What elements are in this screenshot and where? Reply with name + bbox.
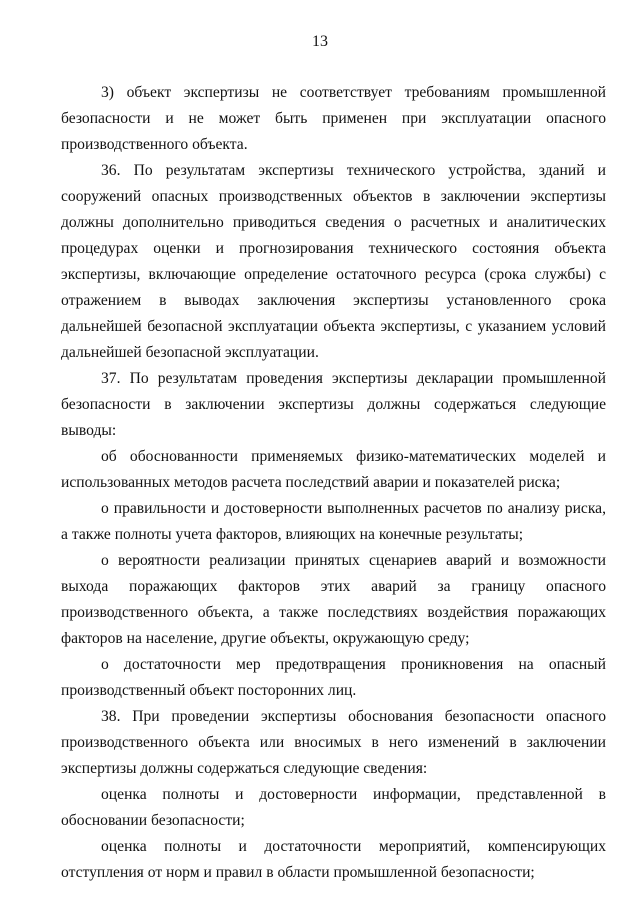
paragraph-clause-37: 37. По результатам проведения экспертизы декларации промышленной безопасности в заключении экспертизы должны содержаться следующие выводы: [61,370,606,439]
paragraph-conclusion-scenarios: о вероятности реализации принятых сценариев аварий и возможности выхода поражающих факторов этих аварий за границу опасного производственного объекта, а также последствиях воздействия поражающих факторов на население, другие объекты, окружающую среду; [61,552,606,647]
paragraph-conclusion-calculations: о правильности и достоверности выполненных расчетов по анализу риска, а также полноты учета факторов, влияющих на конечные результаты; [61,500,606,543]
page-number: 13 [312,33,328,50]
paragraph-conclusion-access: о достаточности мер предотвращения проникновения на опасный производственный объект посторонних лиц. [61,656,606,699]
paragraph-assessment-information: оценка полноты и достоверности информации, представленной в обосновании безопасности; [61,786,606,829]
paragraph-assessment-measures: оценка полноты и достаточности мероприятий, компенсирующих отступления от норм и правил в области промышленной безопасности; [61,838,606,881]
paragraph-clause-36: 36. По результатам экспертизы технического устройства, зданий и сооружений опасных производственных объектов в заключении экспертизы должны дополнительно приводиться сведения о расчетных и аналитических процедурах оценки и прогнозирования технического состояния объекта экспертизы, включающие определение остаточного ресурса (срока службы) с отражением в выводах заключения экспертизы установленного срока дальнейшей безопасной эксплуатации объекта экспертизы, с указанием условий дальнейшей безопасной эксплуатации. [61,162,606,361]
paragraph-item-3: 3) объект экспертизы не соответствует требованиям промышленной безопасности и не может быть применен при эксплуатации опасного производственного объекта. [61,84,606,153]
paragraph-conclusion-models: об обоснованности применяемых физико-математических моделей и использованных методов расчета последствий аварии и показателей риска; [61,448,606,491]
document-body [61,80,606,886]
paragraph-clause-38: 38. При проведении экспертизы обоснования безопасности опасного производственного объекта или вносимых в него изменений в заключении экспертизы должны содержаться следующие сведения: [61,708,606,777]
